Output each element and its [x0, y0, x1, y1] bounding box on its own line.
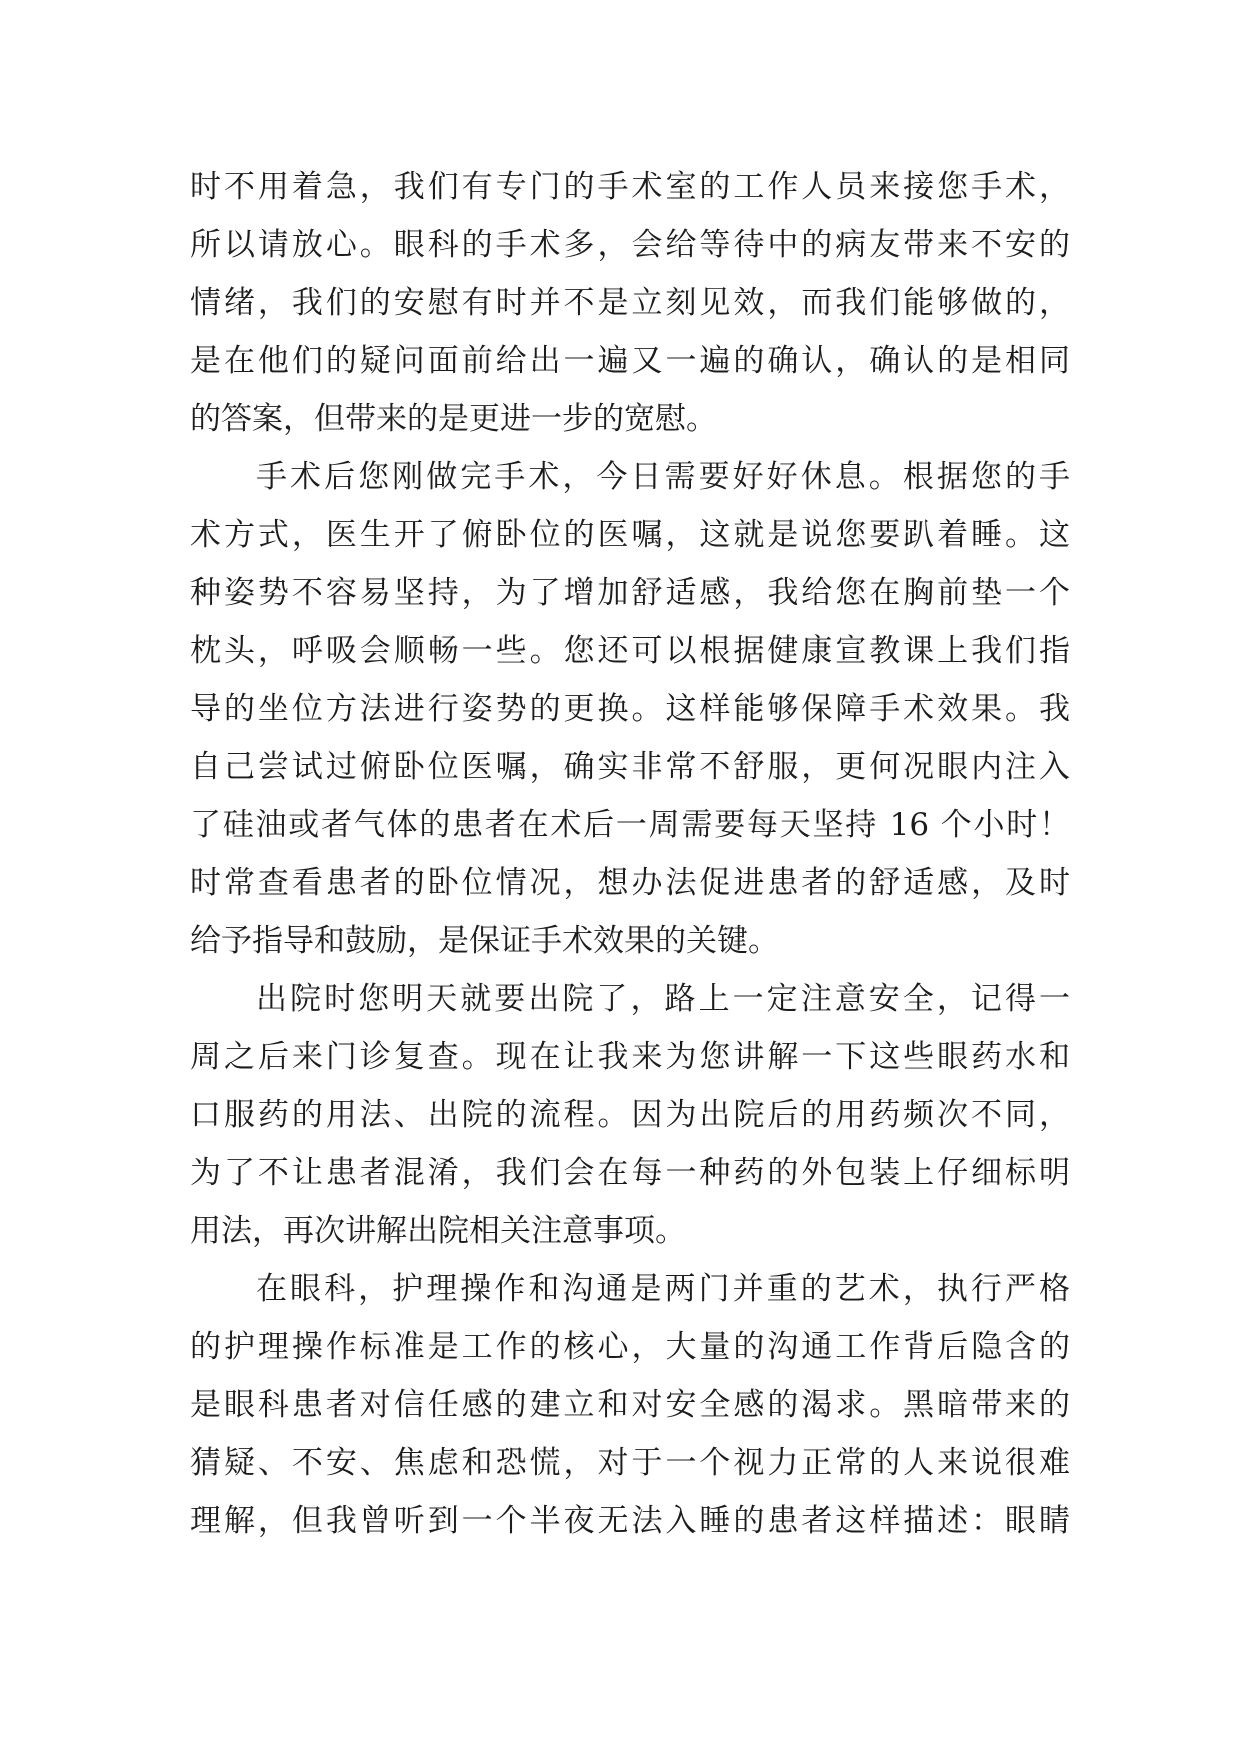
paragraph-first-line: 出院时您明天就要出院了，路上一定注意安全，记得一: [256, 981, 1070, 1017]
text-line: 时不用着急，我们有专门的手术室的工作人员来接您手术，: [190, 169, 1070, 205]
text-line: 用法，再次讲解出院相关注意事项。: [190, 1213, 686, 1249]
text-line: 猜疑、不安、焦虑和恐慌，对于一个视力正常的人来说很难: [190, 1445, 1070, 1481]
text-line: 种姿势不容易坚持，为了增加舒适感，我给您在胸前垫一个: [190, 575, 1070, 611]
text-line: 术方式，医生开了俯卧位的医嘱，这就是说您要趴着睡。这: [190, 517, 1070, 553]
text-line: 是眼科患者对信任感的建立和对安全感的渴求。黑暗带来的: [190, 1387, 1070, 1423]
text-line: 口服药的用法、出院的流程。因为出院后的用药频次不同，: [190, 1097, 1070, 1133]
text-line: 情绪，我们的安慰有时并不是立刻见效，而我们能够做的，: [190, 285, 1070, 321]
text-line: 了硅油或者气体的患者在术后一周需要每天坚持 16 个小时！: [190, 807, 1070, 843]
document-body: [190, 158, 1070, 1550]
text-line: 所以请放心。眼科的手术多，会给等待中的病友带来不安的: [190, 227, 1070, 263]
text-line: 理解，但我曾听到一个半夜无法入睡的患者这样描述：眼睛: [190, 1503, 1070, 1539]
text-line: 的护理操作标准是工作的核心，大量的沟通工作背后隐含的: [190, 1329, 1070, 1365]
text-line: 给予指导和鼓励，是保证手术效果的关键。: [190, 923, 779, 959]
text-line: 为了不让患者混淆，我们会在每一种药的外包装上仔细标明: [190, 1155, 1070, 1191]
paragraph-first-line: 在眼科，护理操作和沟通是两门并重的艺术，执行严格: [256, 1271, 1070, 1307]
text-line: 时常查看患者的卧位情况，想办法促进患者的舒适感，及时: [190, 865, 1070, 901]
text-line: 自己尝试过俯卧位医嘱，确实非常不舒服，更何况眼内注入: [190, 749, 1070, 785]
text-line: 是在他们的疑问面前给出一遍又一遍的确认，确认的是相同: [190, 343, 1070, 379]
text-line: 导的坐位方法进行姿势的更换。这样能够保障手术效果。我: [190, 691, 1070, 727]
text-line: 的答案，但带来的是更进一步的宽慰。: [190, 401, 717, 437]
text-line: 周之后来门诊复查。现在让我来为您讲解一下这些眼药水和: [190, 1039, 1070, 1075]
paragraph-first-line: 手术后您刚做完手术，今日需要好好休息。根据您的手: [256, 459, 1070, 495]
text-line: 枕头，呼吸会顺畅一些。您还可以根据健康宣教课上我们指: [190, 633, 1070, 669]
